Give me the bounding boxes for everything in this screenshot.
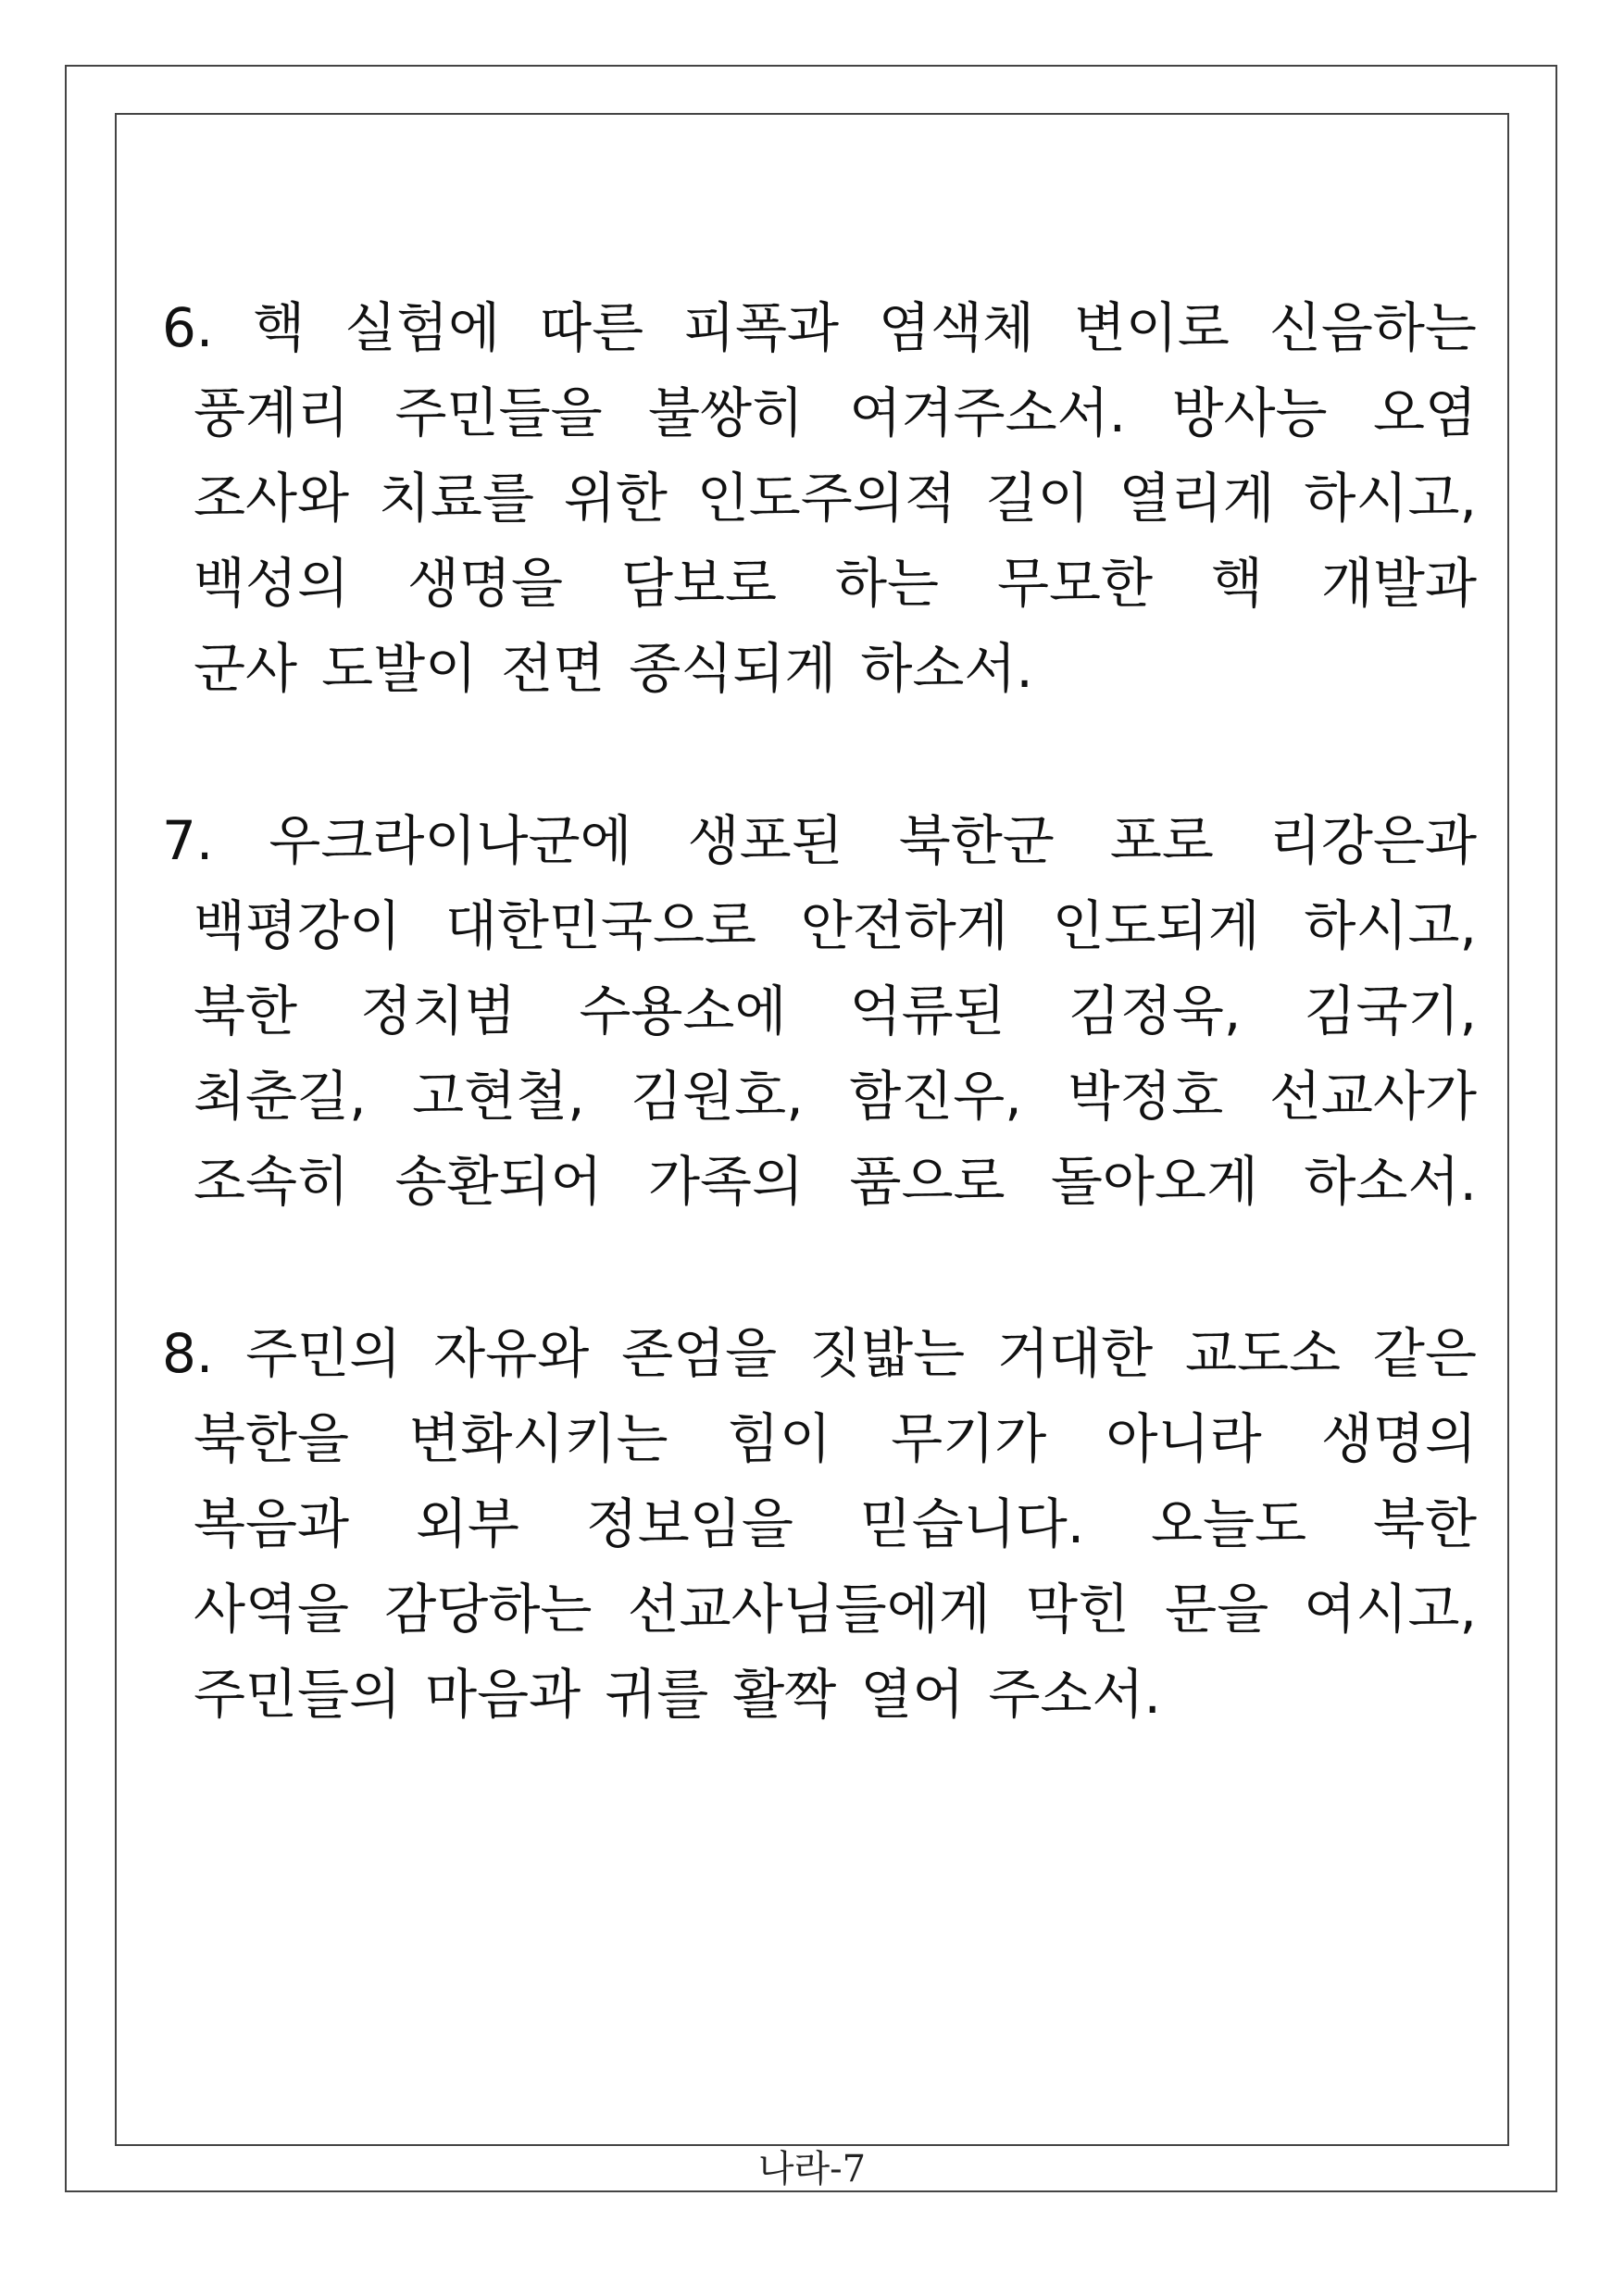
word: 개발과 bbox=[1320, 552, 1477, 615]
word: 열리게 bbox=[1118, 467, 1275, 530]
prayer-line bbox=[162, 968, 1477, 1054]
word: 핵 bbox=[253, 296, 306, 359]
word: 믿습니다. bbox=[859, 1492, 1085, 1555]
prayer-line bbox=[162, 1481, 1477, 1566]
word: 북한 bbox=[1372, 1492, 1477, 1555]
word: 거대한 bbox=[997, 1322, 1154, 1385]
word: 안전하게 bbox=[800, 894, 1008, 957]
prayer-line bbox=[162, 883, 1477, 968]
word: 조속히 bbox=[194, 1150, 350, 1213]
word: 북한 bbox=[194, 980, 298, 1042]
word: 백성의 bbox=[194, 552, 350, 615]
prayer-item-7 bbox=[162, 798, 1477, 1224]
word: 품으로 bbox=[849, 1150, 1006, 1213]
word: 인도주의적 bbox=[696, 467, 956, 530]
word: 북한군 bbox=[898, 809, 1055, 872]
word: 열어 bbox=[860, 1663, 965, 1726]
word: 하시고, bbox=[1304, 894, 1477, 957]
word: 억류된 bbox=[849, 980, 1006, 1042]
page-number: 나라-7 bbox=[757, 2148, 867, 2190]
word: 마음과 bbox=[425, 1663, 581, 1726]
word: 우크라이나군에 bbox=[269, 809, 632, 872]
word: 주민들을 bbox=[394, 381, 603, 444]
word: 김국기, bbox=[1304, 980, 1477, 1042]
prayer-line bbox=[162, 455, 1477, 541]
word: 김정욱, bbox=[1068, 980, 1242, 1042]
word: 염색체 bbox=[878, 296, 1035, 359]
word: 불쌍히 bbox=[648, 381, 805, 444]
prayer-line bbox=[162, 626, 1477, 711]
word: 방사능 bbox=[1171, 381, 1328, 444]
prayer-list bbox=[162, 285, 1477, 1824]
word: 조사와 bbox=[194, 467, 350, 530]
word: 도발이 bbox=[321, 637, 478, 700]
word: 주민의 bbox=[245, 1322, 402, 1385]
prayer-line bbox=[162, 285, 1477, 370]
word: 고현철, bbox=[412, 1065, 585, 1128]
word: 귀를 bbox=[605, 1663, 709, 1726]
prayer-line bbox=[162, 1139, 1477, 1224]
word: 최춘길, bbox=[194, 1065, 367, 1128]
word: 포로 bbox=[1109, 809, 1214, 872]
word: 치료를 bbox=[378, 467, 534, 530]
word: 자유와 bbox=[433, 1322, 590, 1385]
word: 생포된 bbox=[687, 809, 843, 872]
word: 가족의 bbox=[647, 1150, 805, 1213]
word: 무모한 bbox=[996, 552, 1154, 615]
word: 교도소 bbox=[1184, 1322, 1342, 1385]
word: 변화시키는 bbox=[408, 1407, 668, 1470]
word: 위한 bbox=[563, 467, 668, 530]
word: 오늘도 bbox=[1151, 1492, 1307, 1555]
word: 정치범 bbox=[360, 980, 517, 1042]
word: 선교사가 bbox=[1268, 1065, 1477, 1128]
prayer-line bbox=[162, 1566, 1477, 1652]
word: 신음하는 bbox=[1268, 296, 1477, 359]
word: 백평강이 bbox=[194, 894, 402, 957]
word: 6. bbox=[162, 296, 214, 359]
word: 풍계리 bbox=[194, 381, 350, 444]
word: 8. bbox=[162, 1322, 214, 1385]
word: 같은 bbox=[1372, 1322, 1477, 1385]
word: 존엄을 bbox=[621, 1322, 778, 1385]
word: 선교사님들에게 bbox=[627, 1578, 991, 1641]
word: 복음과 bbox=[194, 1492, 350, 1555]
word: 담보로 bbox=[621, 552, 778, 615]
word: 전면 bbox=[501, 637, 606, 700]
word: 군사 bbox=[194, 637, 298, 700]
word: 인도되게 bbox=[1052, 894, 1260, 957]
prayer-line bbox=[162, 1652, 1477, 1737]
word: 주소서. bbox=[988, 1663, 1161, 1726]
word: 오염 bbox=[1372, 381, 1477, 444]
word: 수용소에 bbox=[579, 980, 787, 1042]
word: 생명의 bbox=[1320, 1407, 1477, 1470]
word: 실험에 bbox=[344, 296, 501, 359]
word: 길이 bbox=[985, 467, 1090, 530]
word: 송환되어 bbox=[394, 1150, 603, 1213]
prayer-item-8 bbox=[162, 1311, 1477, 1737]
word: 북한을 bbox=[194, 1407, 350, 1470]
word: 박정호 bbox=[1068, 1065, 1224, 1128]
word: 주민들의 bbox=[194, 1663, 402, 1726]
word: 사역을 bbox=[194, 1578, 350, 1641]
word: 문을 bbox=[1165, 1578, 1269, 1641]
word: 하는 bbox=[835, 552, 940, 615]
prayer-line bbox=[162, 1311, 1477, 1396]
word: 하소서. bbox=[860, 637, 1033, 700]
prayer-line bbox=[162, 1054, 1477, 1139]
word: 7. bbox=[162, 809, 214, 872]
word: 피폭과 bbox=[682, 296, 840, 359]
word: 따른 bbox=[540, 296, 644, 359]
word: 함진우, bbox=[849, 1065, 1022, 1128]
word: 생명을 bbox=[407, 552, 564, 615]
word: 아니라 bbox=[1106, 1407, 1262, 1470]
word: 감당하는 bbox=[384, 1578, 593, 1641]
word: 돌아오게 bbox=[1050, 1150, 1259, 1213]
word: 여겨주소서. bbox=[849, 381, 1127, 444]
prayer-item-6 bbox=[162, 285, 1477, 711]
word: 정보임을 bbox=[585, 1492, 793, 1555]
word: 여시고, bbox=[1304, 1578, 1477, 1641]
word: 외부 bbox=[415, 1492, 519, 1555]
word: 활짝 bbox=[732, 1663, 837, 1726]
word: 종식되게 bbox=[629, 637, 837, 700]
word: 대한민국으로 bbox=[444, 894, 757, 957]
word: 하소서. bbox=[1304, 1150, 1477, 1213]
word: 힘이 bbox=[727, 1407, 831, 1470]
word: 하시고, bbox=[1304, 467, 1477, 530]
word: 변이로 bbox=[1073, 296, 1230, 359]
word: 무기가 bbox=[891, 1407, 1047, 1470]
prayer-line bbox=[162, 541, 1477, 626]
word: 리강은과 bbox=[1268, 809, 1477, 872]
word: 핵 bbox=[1210, 552, 1263, 615]
word: 막힌 bbox=[1025, 1578, 1130, 1641]
prayer-line bbox=[162, 1396, 1477, 1481]
word: 김원호, bbox=[631, 1065, 804, 1128]
prayer-line bbox=[162, 370, 1477, 455]
word: 짓밟는 bbox=[809, 1322, 966, 1385]
prayer-line bbox=[162, 798, 1477, 883]
